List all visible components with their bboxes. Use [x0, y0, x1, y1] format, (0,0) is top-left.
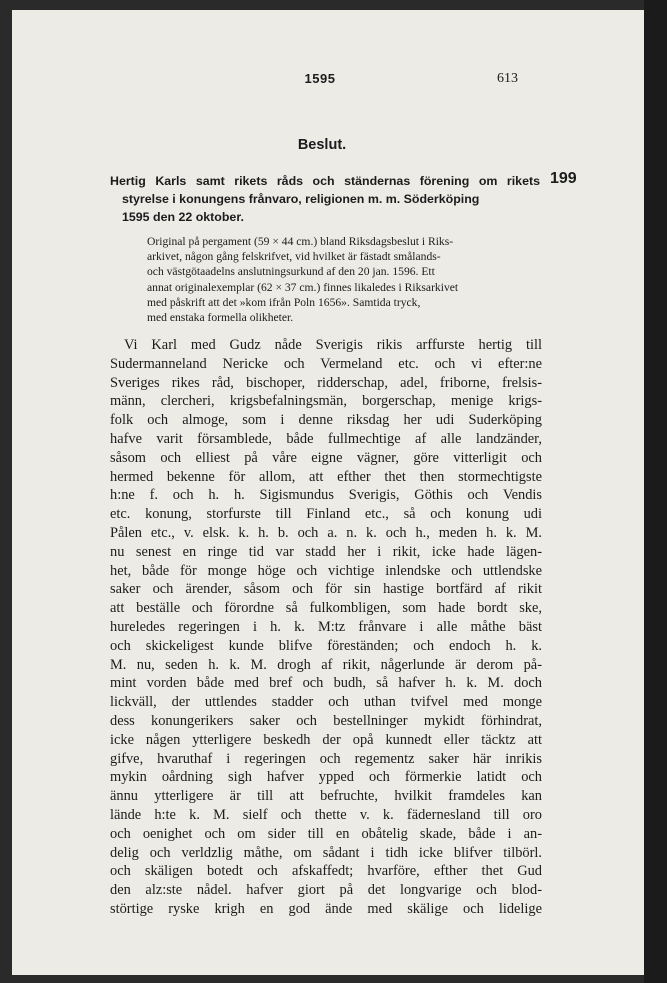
body-line: Pålen etc., v. elsk. k. h. b. och a. n. k. och h., meden h. k. M. — [110, 524, 542, 541]
source-note-line: arkivet, någon gång felskrifvet, vid hvilket är fästadt smålands- — [147, 250, 441, 264]
body-line: männ, clercheri, krigsbefalningsmän, borgerschap, menige krigs- — [110, 393, 542, 410]
source-note — [147, 234, 542, 325]
body-line: och skickeligest kunde blifve föreständen; och endoch h. k. — [110, 637, 542, 654]
body-line: mykin oårdning sigh hafver ypped och förmerkie latidt och — [110, 769, 542, 786]
body-line: störtige ryske krigh en god ände med skälige och lidelige — [110, 900, 542, 917]
body-line: M. nu, seden h. k. M. drogh af rikit, någerlunde är derom på- — [110, 656, 542, 673]
body-line: lände h:te k. M. sielf och thette v. k. fädernesland till oro — [110, 806, 542, 823]
body-line: hureledes regeringen i h. k. M:tz frånvare i alle måthe bäst — [110, 618, 542, 635]
body-line: gifve, hvaruthaf i regeringen och regementz saker här inrikis — [110, 750, 542, 767]
body-line: delig och verldzlig måthe, om sådant i tidh icke blifver tilbörl. — [110, 844, 542, 861]
body-line: nu senest en ringe tid var stadd her i rikit, icke hade lägen- — [110, 543, 542, 560]
body-line: mint vorden både med bref och budh, så hafver h. k. M. doch — [110, 675, 542, 692]
running-header-year: 1595 — [304, 71, 336, 86]
heading-line: styrelse i konungens frånvaro, religionen m. m. Söderköping — [122, 192, 480, 206]
body-line: hermed bekenne för allom, att efther thet then stormechtigste — [110, 468, 542, 485]
book-page — [12, 10, 644, 975]
body-line: dess konungerikers saker och bestellninger mykidt förhindrat, — [110, 712, 542, 729]
body-line: etc. konung, storfurste till Finland etc., så och konung udi — [110, 506, 542, 523]
body-line: saker och ärender, såsom och för sin hastige bortfärd af rikit — [110, 581, 542, 598]
body-line: Sudermanneland Nericke och Vermeland etc. och vi efter:ne — [110, 355, 542, 372]
page-edge-shadow — [644, 0, 667, 983]
body-line: lickväll, der uttlendes stadder och uthan tvifvel med monge — [110, 694, 542, 711]
body-line: hafve varit församblede, både fullmechtige af alle landzänder, — [110, 430, 542, 447]
body-line: och oenighet och om sider till en obåtelig skade, både i an- — [110, 825, 542, 842]
page-number: 613 — [497, 71, 518, 86]
body-line: h:ne f. och h. h. Sigismundus Sverigis, Göthis och Vendis — [110, 487, 542, 504]
source-note-line: med påskrift att det »kom ifrån Poln 1656». Samtida tryck, — [147, 295, 421, 309]
source-note-line: annat originalexemplar (62 × 37 cm.) finnes likaledes i Riksarkivet — [147, 280, 459, 294]
document-number: 199 — [550, 170, 577, 187]
section-title: Beslut. — [297, 137, 347, 153]
body-line: het, både för monge höge och vichtige inlendske och uttlendske — [110, 562, 542, 579]
body-line: Sveriges rikes råd, bischoper, ridderschap, adel, friborne, frelsis- — [110, 374, 542, 391]
body-line: och skäligen botedt och afskaffedt; hvarföre, efther thet Gud — [110, 863, 542, 880]
source-note-line: och västgötaadelns anslutningsurkund af den 20 jan. 1596. Ett — [147, 265, 435, 279]
body-line: folk och almoge, som i denne riksdag her udi Suderköping — [110, 412, 542, 429]
body-line: icke någen ytterligere beskedh der opå kunnedt eller täcktz att — [110, 731, 542, 748]
document-heading — [110, 172, 540, 226]
heading-line: 1595 den 22 oktober. — [122, 210, 244, 224]
source-note-line: Original på pergament (59 × 44 cm.) bland Riksdagsbeslut i Riks- — [147, 235, 454, 248]
body-line: den alz:ste nådel. hafver giort på det longvarige och blod- — [110, 882, 542, 899]
body-line: att beställe och förordne så fulkombligen, som hade bordt ske, — [110, 600, 542, 617]
body-line: Vi Karl med Gudz nåde Sverigis rikis arffurste hertig till — [124, 337, 542, 353]
heading-line: Hertig Karls samt rikets råds och ständernas förening om rikets — [110, 174, 540, 188]
body-line: ännu ytterligere är till att befruchte, hvilkit framdeles kan — [110, 788, 542, 805]
body-text — [110, 336, 542, 919]
source-note-line: med enstaka formella olikheter. — [147, 311, 294, 325]
body-line: såsom och elliest på våre eigne vägner, göre vitterligit och — [110, 449, 542, 466]
